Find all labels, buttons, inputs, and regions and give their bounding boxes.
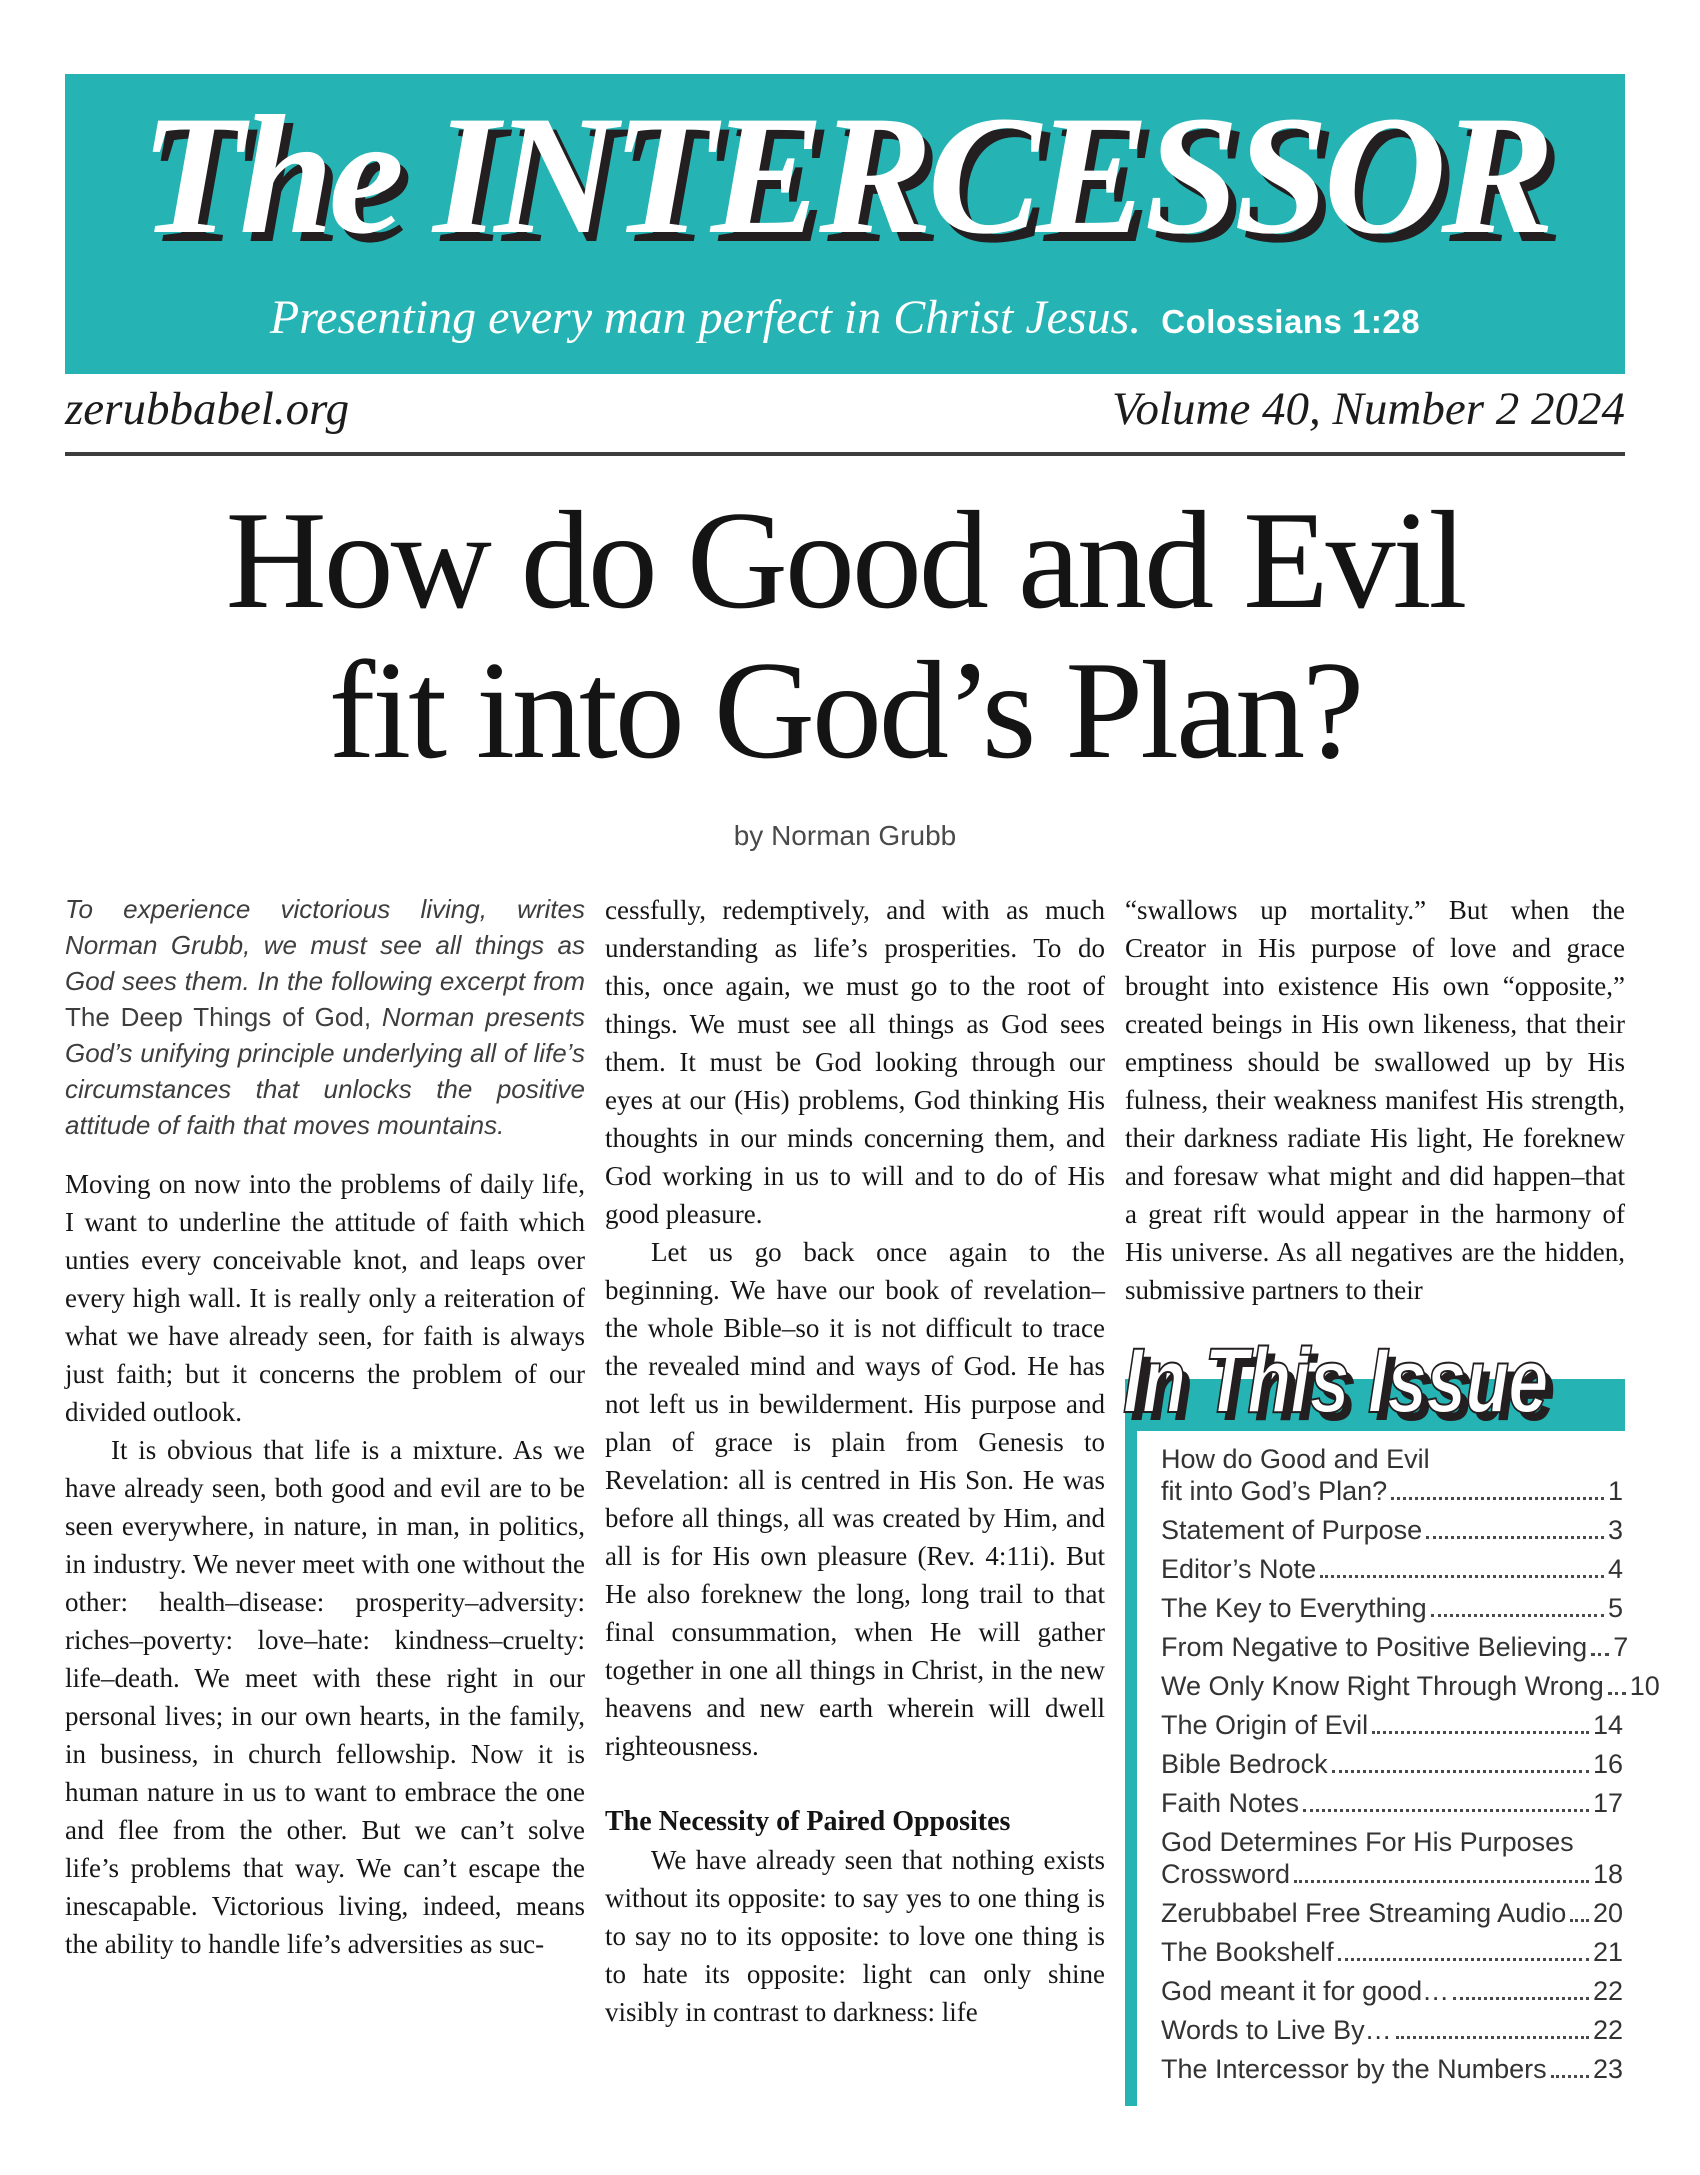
intro-paragraph <box>65 891 585 1143</box>
intro-book-title: The Deep Things of God, <box>65 1002 372 1032</box>
toc-page-number: 16 <box>1592 1749 1623 1779</box>
toc-page-number: 21 <box>1592 1937 1623 1967</box>
body-paragraph: We have already seen that nothing exists without its opposite: to say yes to one thing is to say no to its opposite: to love one thing is to hate its opposite: light can only shine visibly in contrast to darkness: life <box>605 1845 1105 2027</box>
toc-item <box>1161 2053 1623 2085</box>
dotted-leader <box>1332 1770 1589 1773</box>
masthead-main: INTERCESSOR <box>433 81 1550 269</box>
dotted-leader <box>1591 1653 1609 1656</box>
toc-page-number: 5 <box>1607 1593 1623 1623</box>
dotted-leader <box>1570 1919 1589 1922</box>
toc-item <box>1161 1936 1623 1968</box>
toc-item-label: The Origin of Evil <box>1161 1710 1369 1740</box>
dotted-leader <box>1426 1536 1604 1539</box>
masthead-the: The <box>140 81 400 269</box>
toc-item-row <box>1161 1748 1623 1780</box>
toc-item-row <box>1161 1553 1623 1585</box>
intro-part1: To experience victorious living, writes Norman Grubb, we must see all things as God sees them. In the following excerpt from <box>65 894 585 996</box>
dotted-leader <box>1608 1692 1626 1695</box>
toc-item-row <box>1161 2053 1623 2085</box>
toc-item-line1: God Determines For His Purposes <box>1161 1827 1574 1857</box>
article-byline: by Norman Grubb <box>733 820 957 851</box>
toc-item-label: Zerubbabel Free Streaming Audio <box>1161 1898 1567 1928</box>
toc-page-number: 1 <box>1607 1476 1623 1506</box>
toc-page-number: 23 <box>1592 2054 1623 2084</box>
toc-item <box>1161 1670 1660 1702</box>
volume-number: Volume 40, Number 2 2024 <box>1111 383 1625 435</box>
dotted-leader <box>1396 2036 1589 2039</box>
toc-page-number: 17 <box>1592 1788 1623 1818</box>
dotted-leader <box>1431 1614 1604 1617</box>
toc-page-number: 10 <box>1629 1671 1660 1701</box>
body-paragraph: Moving on now into the problems of daily life, I want to underline the attitude of faith which unties every conceivable knot, and leaps over every high wall. It is really only a reiteration of what we have already seen, for faith is always just faith; but it concerns the problem of our divided outlook. <box>65 1169 585 1427</box>
tagline-scripture-reference: Colossians 1:28 <box>1161 303 1421 340</box>
dotted-leader <box>1551 2075 1589 2078</box>
toc-item <box>1161 2014 1623 2046</box>
intro-part2: Norman presents God’s unifying principle underlying all of life’s circumstances that unlocks the positive attitude of faith that moves mountains. <box>65 1002 585 1140</box>
toc-item-row <box>1161 1670 1660 1702</box>
toc-item-label: From Negative to Positive Believing <box>1161 1632 1588 1662</box>
body-paragraph: Let us go back once again to the beginning. We have our book of revelation–the whole Bible–so it is not difficult to trace the revealed mind and ways of God. He has not left us in bewilderment. His purpose and plan of grace is plain from Genesis to Revelation: all is centred in His Son. He was before all things, all was created by Him, and all is for His own pleasure (Rev. 4:11i). But He also foreknew the long, long trail to that final consummation, when He will gather together in one all things in Christ, in the new heavens and new earth wherein will dwell righteousness. <box>605 1237 1105 1761</box>
dotted-leader <box>1338 1958 1589 1961</box>
toc-item-label: fit into God’s Plan? <box>1161 1476 1388 1506</box>
toc-page-number: 18 <box>1592 1859 1623 1889</box>
toc-item-label: The Intercessor by the Numbers <box>1161 2054 1547 2084</box>
toc-page-number: 22 <box>1592 2015 1623 2045</box>
column-1 <box>65 891 585 2141</box>
toc-item <box>1161 1553 1623 1585</box>
column-3 <box>1123 891 1660 2141</box>
table-of-contents <box>1125 1431 1660 2106</box>
toc-item <box>1161 1787 1623 1819</box>
toc-item-line1: How do Good and Evil <box>1161 1444 1430 1474</box>
toc-item <box>1161 1709 1623 1741</box>
toc-item <box>1161 1592 1623 1624</box>
toc-item-label: God meant it for good… <box>1161 1976 1450 2006</box>
issue-box-heading: In This Issue <box>1123 1330 1548 1432</box>
issue-info-bar <box>65 383 1625 435</box>
toc-item-row <box>1161 1975 1623 2007</box>
toc-item-label: Crossword <box>1161 1859 1291 1889</box>
toc-item <box>1161 1897 1623 1929</box>
toc-item <box>1161 1443 1623 1507</box>
toc-page-number: 3 <box>1607 1515 1623 1545</box>
in-this-issue-box <box>1123 1330 1660 2106</box>
toc-page-number: 22 <box>1592 1976 1623 2006</box>
dotted-leader <box>1391 1497 1604 1500</box>
toc-item <box>1161 1514 1623 1546</box>
masthead-banner <box>65 74 1625 374</box>
toc-item-row <box>1161 1897 1623 1929</box>
toc-item <box>1161 1748 1623 1780</box>
divider-rule <box>65 452 1625 456</box>
toc-page-number: 14 <box>1592 1710 1623 1740</box>
toc-item-row <box>1161 2014 1623 2046</box>
toc-item-row <box>1161 1858 1623 1890</box>
toc-page-number: 4 <box>1607 1554 1623 1584</box>
body-paragraph: cessfully, redemptively, and with as much understanding as life’s prosperities. To do this, once again, we must go to the root of things. We must see all things as God sees them. It must be God looking through our eyes at our (His) problems, God thinking His thoughts in our minds concerning them, and God working in us to will and to do of His good pleasure. <box>605 895 1105 1229</box>
section-subheading: The Necessity of Paired Opposites <box>605 1806 1011 1837</box>
toc-item-label: Editor’s Note <box>1161 1554 1317 1584</box>
article-title-line2: fit into God’s Plan? <box>328 633 1362 788</box>
toc-item-row <box>1161 1787 1623 1819</box>
toc-page-number: 7 <box>1613 1632 1629 1662</box>
dotted-leader <box>1320 1575 1604 1578</box>
tagline-text: Presenting every man perfect in Christ Jesus. <box>269 291 1142 344</box>
masthead-title <box>65 81 1625 269</box>
toc-item <box>1161 1826 1623 1890</box>
dotted-leader <box>1372 1731 1589 1734</box>
toc-item-label: Words to Live By… <box>1161 2015 1392 2045</box>
toc-item-row <box>1161 1592 1623 1624</box>
dotted-leader <box>1303 1809 1589 1812</box>
toc-item-label: The Bookshelf <box>1161 1937 1334 1967</box>
article-title-line1: How do Good and Evil <box>225 483 1465 638</box>
toc-item-row <box>1161 1514 1623 1546</box>
website-url: zerubbabel.org <box>65 383 350 435</box>
toc-item-label: We Only Know Right Through Wrong <box>1161 1671 1604 1701</box>
toc-item-label: Statement of Purpose <box>1161 1515 1423 1545</box>
toc-item-row <box>1161 1936 1623 1968</box>
toc-item-label: Bible Bedrock <box>1161 1749 1328 1779</box>
toc-item-row <box>1161 1475 1623 1507</box>
article-title <box>65 483 1625 788</box>
body-paragraph: It is obvious that life is a mixture. As we have already seen, both good and evil are to be seen everywhere, in nature, in man, in politics, in industry. We never meet with one without the other: health–disease: prosperity–adversity: riches–poverty: love–hate: kindness–cruelty: life–death. We meet with these right in our personal lives; in our own hearts, in the family, in business, in church fellowship. Now it is human nature in us to want to embrace the one and flee from the other. But we can’t solve life’s problems that way. We can’t escape the inescapable. Victorious living, indeed, means the ability to handle life’s adversities as suc- <box>65 1435 585 1959</box>
toc-item-label: The Key to Everything <box>1161 1593 1427 1623</box>
article-body-columns <box>65 891 1660 2141</box>
dotted-leader <box>1294 1880 1589 1883</box>
dotted-leader <box>1453 1997 1589 2000</box>
toc-item <box>1161 1975 1623 2007</box>
toc-item-row <box>1161 1631 1629 1663</box>
column-2 <box>605 891 1105 2141</box>
toc-item-row <box>1161 1709 1623 1741</box>
toc-item-label: Faith Notes <box>1161 1788 1300 1818</box>
masthead-tagline <box>65 291 1625 344</box>
toc-page-number: 20 <box>1592 1898 1623 1928</box>
body-paragraph: “swallows up mortality.” But when the Creator in His purpose of love and grace brought into existence His own “opposite,” created beings in His own likeness, that their emptiness should be swallowed up by His fulness, their weakness manifest His strength, their darkness radiate His light, He foreknew and foresaw what might and did happen–that a great rift would appear in the harmony of His universe. As all negatives are the hidden, submissive partners to their <box>1125 895 1625 1305</box>
toc-item <box>1161 1631 1629 1663</box>
